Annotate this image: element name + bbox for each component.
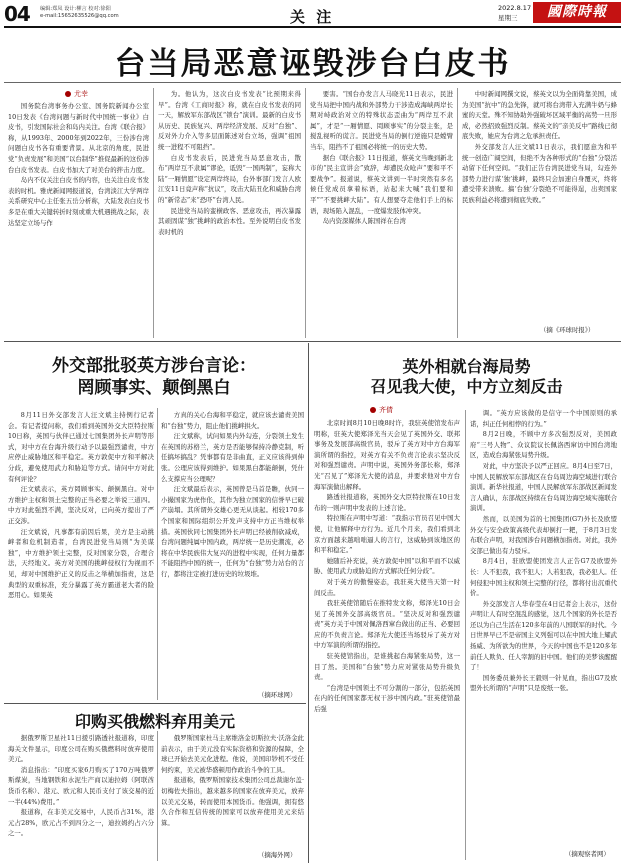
lead-divider-3: [457, 88, 458, 338]
bottom-col-1: 据俄罗斯卫星社11日援引路透社报道称，印度海关文件显示，印度公司在购买俄燃料时放弃使用美元。 消息指出：“印度买家6月购买了170万吨俄罗斯煤炭，当地钢铁和水泥生产商以迪拉姆（阿联酋货币名称）、港元、欧元和人民币支付了该交易的近一半(44%)费用。” 报道称，在非美元交易中，人民币占31%，港元占28%，欧元占不到四分之一，迪拉姆约占六分之一。: [8, 734, 154, 838]
bottom-rule: [4, 703, 306, 704]
bottom-divider: [157, 731, 158, 861]
lead-col-2: 为。他认为，这次白皮书发表“比预期来得早”。台湾《工商时报》称，就在白皮书发表的同一天，解放军东部战区“锁台”演训。最新的白皮书从历史、民族复兴、两岸经济发展、反对“台独”、反对外力介入等多层面陈述对台立场，强调“祖国统一进程不可阻挡”。 白皮书发表后，民进党当局恶意攻击，散布“两岸互不隶属”谬论，诋毁“一国两制”，妄称大陆“一厢情愿”设定两岸终局，台外事部门发言人欧江安11日竟声称“抗议”，攻击大陆丑化和威胁台湾的“新常态”来“恐吓”台湾人民。 民进党当局的蛮横政客、恶意攻击，再次暴露其顽固谋“独”挑衅的政治本性。至外说明白皮书发表时机的: [158, 90, 301, 236]
lead-col-3: 要害。“国台办发言人马晓光11日表示，民进党当局把中国内战和外部势力干涉造成海峡两岸长期对峙政治对立的特殊状态歪曲为“两岸互不隶属”，才是“一厢情愿、罔顾事实”的分裂主张，是搅乱视听的谎言。民进党当局的倒行逆施只是螳臂当车，阻挡不了祖国必将统一的历史大势。 据台《联合报》11日报道，蔡英文当晚到新北市的“民主宣讲会”致辞，却遭民众呛声“要和平不要战争”。报道说，蔡英文讲到一半时突然有多名候任党成员拿着标语，站起来大喊“我们要和平”“不要挑衅大陆”。有人想要夺走他们手上的标语，现场陷入混乱，一度爆发肢体冲突。 岛内资深媒体人陈国祥在台湾: [310, 90, 453, 226]
lead-col-4: 中时新闻网撰文说，蔡英文以为全面倚靠美国，成为美国“抗中”的急先锋，就可将台湾带入充满牛奶与蜂蜜的天堂。殊不知协助外强破坏区域平衡的高势一旦形成，必然招致强烈反制。蔡英文的“亲美反中”路线已彻底失败，她应为台湾之危承担责任。 外交部发言人汪文斌11日表示，我们愿意为和平统一创造广阔空间，但绝不为各种形式的“台独”分裂活动留下任何空间。“我们正告台湾民进党当局，勾连外部势力进行谋‘独’挑衅，最终只会加速自身覆灭，终将遭受带来溃败。搞‘台独’分裂绝不可能得逞，出卖国家民族利益必将遭到彻底失败。”: [462, 90, 617, 204]
issue-date: 2022.8.17: [498, 4, 532, 12]
right-divider: [465, 410, 466, 860]
section-title: 关 注: [290, 8, 335, 26]
bottom-headline: 印购买俄燃料弃用美元: [74, 712, 235, 731]
lead-source: （摘《环球时报》）: [540, 326, 595, 334]
paper-name: 國際時報: [547, 4, 607, 20]
byline-dot-icon: [370, 407, 376, 413]
lead-byline: 尤幸: [65, 89, 88, 99]
lead-bottom-rule: [4, 341, 621, 342]
editor-line: 编辑:郑凤 设计:柳言 校对:徐阳: [40, 6, 111, 12]
right-headline-line-1: 英外相就台海局势: [402, 357, 531, 376]
center-divider: [308, 343, 309, 863]
left-headline-line-2: 罔顾事实、颠倒黑白: [77, 378, 231, 398]
masthead-rule: [4, 26, 621, 28]
right-headline-line-2: 召见我大使，中方立刻反击: [370, 377, 563, 396]
right-col-2: 调。“英方应该做的是信守一个中国原则的承诺，纠正任何相悖的行为。” 8月2日晚，不顾中方多次强烈反对，美国政府“三号人物”、众议院议长佩洛西窜访中国台湾地区，造成台海紧张局势升级。 对此，中方坚决予以严正回应。8月4日至7日，中国人民解放军东部战区在台岛周边海空域进行联合演训。新华社报道，中国人民解放军东部战区新闻发言人确认，东部战区持续在台岛周边海空域实施联合演训。 然而，以美国为首的七国集团(G7)外长及欧盟外交与安全政策高级代表却倒打一耙，于8月3日发布联合声明，对我国涉台问题横加指责。对此，我外交部已做出有力驳斥。 8月4日，驻欧盟使团发言人正告G7及欧盟外长：人不犯我，我不犯人；人若犯我，我必犯人。任何侵犯中国主权和领土完整的行径，都将付出沉重代价。 外交部发言人华春莹在4日记者会上表示，这份声明让人有时空混乱的感觉，这几个国家的外长是否还以为自己生活在120多年前的八国联军的时代。今日世界早已不是帝国主义列强可以在中国大地上耀武扬威、为所欲为的世界，今天的中国也不是120多年前任人欺负、任人宰割的旧中国。他们的美梦该醒醒了！ 国务委员兼外长王毅则一针见血，指出G7及欧盟外长所谓的“声明”只是废纸一张。: [470, 409, 617, 693]
left-col-1: 8月11日外交部发言人汪文斌主持例行记者会。有记者提问称，我们看到英国外交大臣特拉斯10日称，英国与伙伴已通过七国集团外长声明等形式，对中方在台海升级行动予以最强烈谴责，中方应停止威胁地区和平稳定。英方敦促中方和平解决分歧，避免使用武力和胁迫等方式。请问中方对此有何评论？ 汪文斌表示，英方罔顾事实、颠倒黑白。对中方维护主权和领土完整的正当必要之举说三道四。中方对此强烈不满，坚决反对，已向英方提出了严正交涉。 汪文斌说，凡事都有前因后果，美方是主动挑衅者和危机制造者，台湾民进党当局则“为美谋独”，中方维护领土完整，反对国家分裂，合理合法，天经地义。英方对美国的挑衅侵权行为视而不见，却对中国维护正义的反击之举横加指责，这是典型的双重标准，充分暴露了英方霸道老大者的险恶用心。如果英: [8, 411, 154, 600]
page-number: 04: [4, 2, 30, 26]
right-col-1: 北京时间8月10日晚8时许，我驻英使馆发布声明称，驻英大使郑泽光当天会见了英国外交、联邦事务及发展部高级官员，驳斥了英方对中方台海军演所谓的指控，对英方有关不负责言论表示坚决反对和强烈谴责。声明中说，英国外务部长称，郑泽光“召见了”郑泽光大使的消息，并要求他对中方台海军演做出解释。 路透社报道称，英国外交大臣特拉斯在10日发布的一则声明中发表的上述言论。 特拉斯在声明中写道：“我指示官员召见中国大使，让他解释中方行为。近几个月来，我们看到北京方面越来越咄咄逼人的言行，这威胁到该地区的和平和稳定。” 她随后补充说，英方敦促中国“以和平而不以威胁、使用武力或胁迫的方式解决任何分歧”。 对于英方的傲慢姿态，我驻英大使当天第一时间反击。 我驻英使馆随后在推特发文称，郑泽光10日会见了英国外交部高级官员。“坚决反对和强烈谴责”英方关于中国对佩洛西窜台做出的正当、必要回应的不负责言论。郑泽光大使还当场驳斥了英方对中方军演的所谓的指控。 驻英使馆指出，是谁挑起台海紧张局势，这一目了然。美国和“台独”势力应对紧张局势升级负责。 “台湾是中国领土不可分割的一部分，包括英国在内的任何国家都无权干涉中国内政。”驻英使馆最后强: [314, 419, 460, 714]
issue-weekday: 星期三: [498, 14, 518, 22]
left-divider: [157, 408, 158, 700]
lead-headline: 台当局恶意诬毁涉台白皮书: [114, 46, 511, 82]
lead-col-1: 国务院台湾事务办公室、国务院新闻办公室10日发表《台湾问题与新时代中国统一事业》白皮书，引发国际社会和岛内关注。台湾《联合报》称，从1993年、2000年到2022年，三份涉台湾问题白皮书各有重要背景。从北京的角度，民进党“负责发展”和美国“以台制华”推促最新的这份涉台白皮书发表。白皮书加大了对美台的拌击力度。 岛内不仅关注白皮书的内容，也关注白皮书发表的时机。雅虎新闻网报道说，台湾淡江大学两岸关系研究中心主任张五岳分析称，大陆发表白皮书多是在重大关键转折时刻或重大机遇挑战之际，表达坚定立场与作: [8, 102, 149, 227]
left-col-2: 方真的关心台海和平稳定，就应该去谴责美国和“台独”势力，阻止他们挑衅拱火。 汪文斌称，试问如果内外勾连，分裂领土发生在英国的苏格兰，英方是否能够保持冷静克制，听任搞坏搞乱？凭事都有是非曲直，正义应该得到伸张。公理应该得到维护。如果黑白都能颠倒，凭什么支撑应当公理呢？ 汪文斌最后表示，英国曾是马首是瞻，伙同一小撮国家为虎作伥，其作为独立国家的信誉早已破产崩塌。其所谓外交雄心更无从谈起。相较170多个国家和国际组织公开发声支持中方正当维权举措。英国伙同七国集团外长声明已经被削砍减成，台湾问题纯属中国内政，两岸统一是历史潮流，必将在中华民族伟大复兴的进程中实现，任何力量都不能阻挡中国的统一，任何为“台独”势力站台的言行，都将注定被打进历史的垃圾堆。: [161, 411, 304, 578]
lead-rule: [4, 82, 621, 83]
lead-divider-2: [305, 88, 306, 338]
bottom-source: （摘海外网）: [258, 851, 297, 859]
left-headline-line-1: 外交部批驳英方涉台言论：: [52, 356, 256, 376]
byline-dot-icon: [65, 91, 71, 97]
right-source: （摘观察者网）: [565, 850, 610, 858]
right-byline: 齐倩: [370, 405, 393, 415]
editor-email: e-mail:15652635526@qq.com: [40, 13, 119, 19]
left-source: （摘环球网）: [258, 691, 297, 699]
paper-logo: [533, 2, 621, 23]
bottom-col-2: 俄罗斯国家杜马主席维洛金切斯拉夫·沃洛金此前表示，由于美元没有实际资格和资源的保障，全球已开始去美元化进程。他说，美国印钞机不受任何约束，美元被华盛顿用作政治斗争的工具。 报道称，俄罗斯国家技术集团公司总裁谢尔盖·切梅佐夫指出，越来越多的国家在放弃美元，放弃以美元交易，转而使用本国货币。他强调，拥有悠久合作和互信传统的国家可以放弃使用美元来结算。: [161, 734, 304, 827]
lead-divider-1: [153, 88, 154, 338]
